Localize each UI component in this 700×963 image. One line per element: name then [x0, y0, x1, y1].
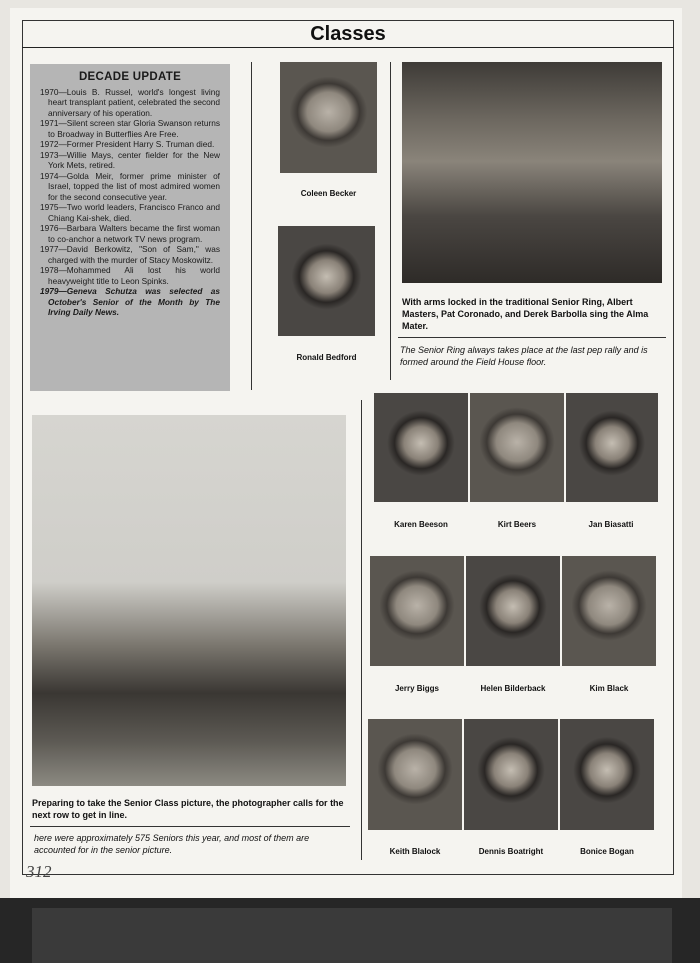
senior-class-picture-caption: Preparing to take the Senior Class picture, the photographer calls for the next row to get in line.	[32, 798, 344, 820]
column-divider	[390, 62, 391, 380]
senior-ring-note: The Senior Ring always takes place at the last pep rally and is formed around the Field House floor.	[400, 345, 648, 367]
decade-item: 1974—Golda Meir, former prime minister of Israel, topped the list of most admired women for the second consecutive year.	[40, 170, 220, 202]
portrait-name: Dennis Boatright	[478, 847, 544, 856]
portrait-name: Keith Blalock	[389, 847, 441, 856]
decade-item: 1975—Two world leaders, Francisco Franco and Chiang Kai-shek, died.	[40, 202, 220, 223]
portrait-photo	[278, 226, 375, 336]
page-header	[22, 20, 674, 48]
portrait-name: Helen Bilderback	[480, 684, 546, 693]
decade-item: 1972—Former President Harry S. Truman died.	[40, 139, 215, 149]
portrait-name: Kim Black	[589, 684, 629, 693]
portrait-photo	[466, 556, 560, 666]
portrait-photo	[280, 62, 377, 173]
senior-class-picture-note: here were approximately 575 Seniors this year, and most of them are accounted for in the senior picture.	[34, 833, 310, 855]
portrait-photo	[470, 393, 564, 502]
portrait-photo	[368, 719, 462, 830]
portrait-name: Jerry Biggs	[394, 684, 440, 693]
portrait-photo	[374, 393, 468, 502]
portrait-name: Karen Beeson	[394, 520, 448, 529]
portrait-name: Bonice Bogan	[580, 847, 634, 856]
scanner-edge	[0, 898, 700, 963]
senior-ring-caption: With arms locked in the traditional Senior Ring, Albert Masters, Pat Coronado, and Derek Barbolla sing the Alma Mater.	[402, 297, 649, 331]
portrait-name: Jan Biasatti	[588, 520, 634, 529]
page-title: Classes	[310, 23, 386, 45]
decade-highlight: 1979—Geneva Schutza was selected as October's Senior of the Month by The Irving Daily News.	[40, 286, 220, 317]
page-number: 312	[26, 862, 52, 881]
portrait-photo	[464, 719, 558, 830]
decade-item: 1971—Silent screen star Gloria Swanson returns to Broadway in Butterflies Are Free.	[40, 118, 220, 139]
decade-item: 1973—Willie Mays, center fielder for the New York Mets, retired.	[40, 149, 220, 170]
portrait-name: Ronald Bedford	[296, 353, 357, 362]
portrait-photo	[562, 556, 656, 666]
caption-rule	[30, 826, 350, 827]
portrait-photo	[566, 393, 658, 502]
column-divider	[251, 62, 252, 390]
column-divider	[361, 400, 362, 860]
decade-update-box	[30, 64, 230, 391]
senior-class-picture-photo	[32, 415, 346, 786]
caption-rule	[398, 337, 666, 338]
decade-item: 1977—David Berkowitz, "Son of Sam," was charged with the murder of Stacy Moskowitz.	[40, 244, 220, 265]
portrait-photo	[370, 556, 464, 666]
decade-item: 1978—Mohammed Ali lost his world heavyweight title to Leon Spinks.	[40, 265, 220, 286]
portrait-name: Coleen Becker	[300, 189, 357, 198]
portrait-name: Kirt Beers	[497, 520, 537, 529]
portrait-photo	[560, 719, 654, 830]
decade-update-title: DECADE UPDATE	[78, 71, 182, 83]
decade-item: 1976—Barbara Walters became the first woman to co-anchor a network TV news program.	[40, 223, 220, 244]
decade-item: 1970—Louis B. Russel, world's longest living heart transplant patient, celebrated the second anniversary of his operation.	[40, 86, 220, 118]
senior-ring-photo	[402, 62, 662, 283]
